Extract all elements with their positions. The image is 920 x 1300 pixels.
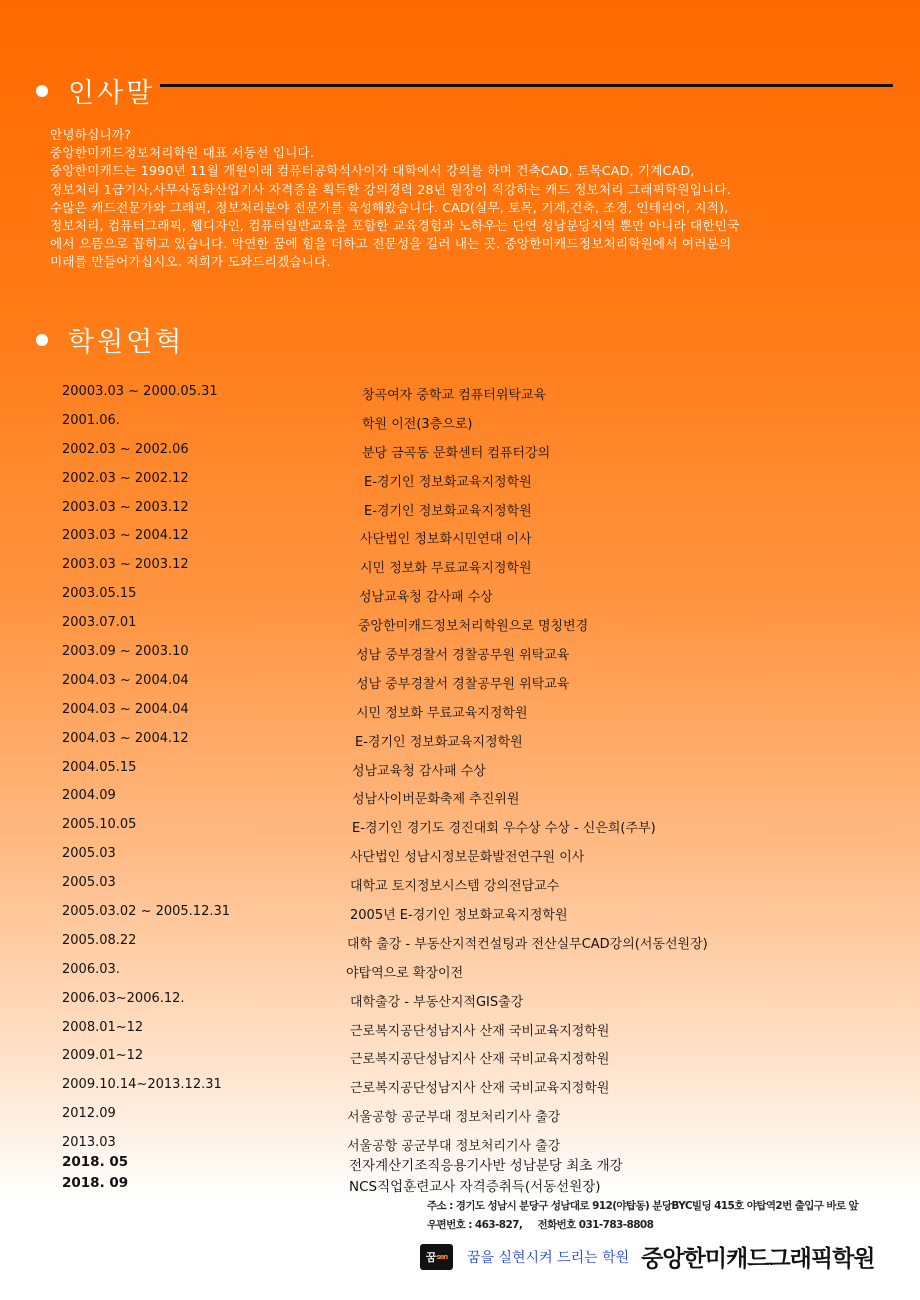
history-date: 2008.01~12: [62, 1019, 144, 1035]
history-date: 2002.03 ~ 2002.12: [62, 470, 189, 486]
list-item: [62, 522, 862, 551]
history-desc: 사단법인 성남시정보문화발전연구원 이사: [350, 850, 585, 866]
footer-brand: [420, 1240, 875, 1273]
title-divider: [160, 84, 893, 87]
history-date: 2004.03 ~ 2004.04: [62, 701, 189, 717]
list-item: [62, 840, 862, 869]
list-item: [62, 551, 862, 580]
history-date: 2018. 09: [62, 1175, 129, 1191]
greeting-line: 미래를 만들어가십시오. 저희가 도와드리겠습니다.: [50, 254, 331, 270]
history-desc: 성남 중부경찰서 경찰공무원 위탁교육: [356, 648, 570, 664]
history-desc: 시민 정보화 무료교육지정학원: [360, 561, 532, 577]
list-item: [62, 898, 862, 927]
history-desc: 서울공항 공군부대 정보처리기사 출강: [347, 1110, 561, 1126]
slogan: 꿈을 실현시켜 드리는 학원: [467, 1249, 630, 1266]
history-date: 2018. 05: [62, 1154, 129, 1170]
greeting-line: 에서 으뜸으로 꼽히고 있습니다. 막연한 꿈에 힘을 더하고 전문성을 길러 내는 곳. 중앙한미캐드정보처리학원에서 여러분의: [50, 236, 732, 252]
history-list: [62, 378, 862, 1158]
list-item: [62, 667, 862, 696]
history-desc: 중앙한미캐드정보처리학원으로 명칭변경: [358, 619, 589, 635]
history-desc: 창곡여자 중학교 컴퓨터위탁교육: [362, 388, 547, 403]
history-date: 2004.09: [62, 788, 116, 804]
list-item: [62, 1071, 862, 1100]
history-date: 2006.03.: [62, 961, 120, 977]
greeting-text: [50, 126, 890, 272]
history-desc: 근로복지공단성남지사 산재 국비교육지정학원: [350, 1052, 610, 1068]
history-desc: 대학교 토지정보시스템 강의전담교수: [350, 879, 560, 895]
history-desc: 야탑역으로 확장이전: [346, 965, 464, 981]
list-item: [62, 465, 862, 494]
list-item: [62, 927, 862, 956]
greeting-line: 정보처리, 컴퓨터그래픽, 웹디자인, 컴퓨터일반교육을 포함한 교육경험과 노하우는 단연 성남분당지역 뿐만 아니라 대한민국: [50, 218, 740, 234]
history-date: 2005.10.05: [62, 817, 137, 833]
postal-phone-line: [427, 1216, 858, 1235]
list-item: [62, 956, 862, 985]
bullet-icon: [36, 334, 48, 346]
list-item: [62, 1014, 862, 1043]
list-item: [62, 725, 862, 754]
history-desc: 근로복지공단성남지사 산재 국비교육지정학원: [350, 1023, 610, 1039]
history-date: 2003.07.01: [62, 615, 137, 631]
history-date: 2004.03 ~ 2004.12: [62, 730, 189, 746]
list-item: [62, 869, 862, 898]
list-item: [62, 378, 862, 407]
greeting-line: 중앙한미캐드는 1990년 11월 개원이래 컴퓨터공학석사이자 대학에서 강의를 하며 건축CAD, 토목CAD, 기계CAD,: [50, 163, 695, 179]
list-item: [62, 1154, 862, 1175]
history-desc: 전자계산기조직응용기사반 성남분당 최초 개강: [349, 1158, 623, 1174]
academy-name: 중앙한미캐드그래픽학원: [641, 1246, 875, 1272]
list-item: [62, 580, 862, 609]
history-desc: 성남교육청 감사패 수상: [352, 763, 486, 779]
history-desc: 대학출강 - 부동산지적GIS출강: [350, 994, 524, 1010]
logo-sub: sen: [436, 1252, 448, 1261]
history-desc: NCS직업훈련교사 자격증취득(서동선원장): [349, 1179, 601, 1195]
list-item: [62, 1175, 862, 1196]
history-desc: 성남사이버문화축제 추진위원: [352, 792, 520, 808]
history-desc: 사단법인 정보화시민연대 이사: [360, 532, 532, 548]
history-desc: 근로복지공단성남지사 산재 국비교육지정학원: [350, 1081, 610, 1097]
list-item: [62, 407, 862, 436]
history-desc: 분당 금곡동 문화센터 컴퓨터강의: [362, 445, 551, 461]
history-date: 2003.05.15: [62, 586, 137, 602]
list-item: [62, 985, 862, 1014]
history-date: 20003.03 ~ 2000.05.31: [62, 384, 218, 399]
academy-logo: [420, 1244, 453, 1270]
history-date: 2005.03: [62, 846, 116, 862]
list-item: [62, 754, 862, 783]
history-date: 2003.03 ~ 2003.12: [62, 499, 189, 515]
list-item: [62, 811, 862, 840]
greeting-line: 중앙한미캐드정보처리학원 대표 서동선 입니다.: [50, 145, 315, 161]
history-section-header: [36, 320, 184, 359]
history-desc: E-경기인 정보화교육지정학원: [355, 734, 523, 750]
greeting-title: 인사말: [68, 78, 156, 109]
history-date: 2012.09: [62, 1106, 116, 1122]
history-desc: E-경기인 경기도 경진대회 우수상 수상 - 신은희(주부): [352, 821, 656, 837]
greeting-line: 안녕하십니까?: [50, 127, 132, 142]
history-date: 2004.05.15: [62, 759, 137, 775]
list-item: [62, 638, 862, 667]
history-desc: E-경기인 정보화교육지정학원: [364, 503, 532, 519]
list-item: [62, 1042, 862, 1071]
history-date: 2004.03 ~ 2004.04: [62, 672, 189, 688]
history-desc: 시민 정보화 무료교육지정학원: [356, 705, 528, 721]
history-desc: 성남 중부경찰서 경찰공무원 위탁교육: [356, 676, 570, 692]
logo-text: 꿈: [425, 1250, 436, 1264]
greeting-line: 수많은 캐드전문가와 그래픽, 정보처리분야 전문가를 육성해왔습니다. CAD(실무, 토목, 기계,건축, 조경, 인테리어, 지적),: [50, 199, 729, 215]
history-date: 2003.03 ~ 2004.12: [62, 528, 189, 544]
history-desc: 성남교육청 감사패 수상: [359, 590, 493, 606]
history-date: 2003.03 ~ 2003.12: [62, 557, 189, 573]
greeting-section-header: [36, 71, 155, 110]
history-date: 2001.06.: [62, 412, 120, 428]
postal-code: 우편번호 : 463-827,: [427, 1219, 523, 1231]
history-recent-list: [62, 1154, 862, 1196]
list-item: [62, 696, 862, 725]
list-item: [62, 494, 862, 523]
history-date: 2005.08.22: [62, 932, 137, 948]
history-date: 2005.03: [62, 875, 116, 891]
address-text: 주소 : 경기도 성남시 분당구 성남대로 912(야탑동) 분당BYC빌딩 415호 야탑역2번 출입구 바로 앞: [427, 1200, 859, 1212]
history-date: 2009.01~12: [62, 1048, 144, 1064]
history-date: 2002.03 ~ 2002.06: [62, 441, 189, 457]
bullet-icon: [36, 85, 48, 97]
history-date: 2006.03~2006.12.: [62, 990, 185, 1006]
history-date: 2005.03.02 ~ 2005.12.31: [62, 904, 231, 920]
history-title: 학원연혁: [68, 327, 185, 358]
contact-info: [427, 1197, 858, 1235]
history-date: 2003.09 ~ 2003.10: [62, 644, 189, 660]
history-desc: 2005년 E-경기인 정보화교육지정학원: [350, 908, 568, 924]
list-item: [62, 609, 862, 638]
list-item: [62, 782, 862, 811]
history-desc: E-경기인 정보화교육지정학원: [364, 474, 532, 490]
history-date: 2009.10.14~2013.12.31: [62, 1077, 222, 1093]
list-item: [62, 436, 862, 465]
history-date: 2013.03: [62, 1135, 116, 1151]
history-desc: 학원 이전(3층으로): [362, 416, 473, 432]
list-item: [62, 1100, 862, 1129]
greeting-line: 정보처리 1급기사,사무자동화산업기사 자격증을 획득한 강의경력 28년 원장이 직강하는 캐드 정보처리 그래픽학원입니다.: [50, 181, 731, 197]
history-desc: 서울공항 공군부대 정보처리기사 출강: [347, 1139, 561, 1155]
history-desc: 대학 출강 - 부동산지적컨설팅과 전산실무CAD강의(서동선원장): [347, 936, 708, 952]
phone-number: 전화번호 031-783-8808: [537, 1219, 654, 1231]
